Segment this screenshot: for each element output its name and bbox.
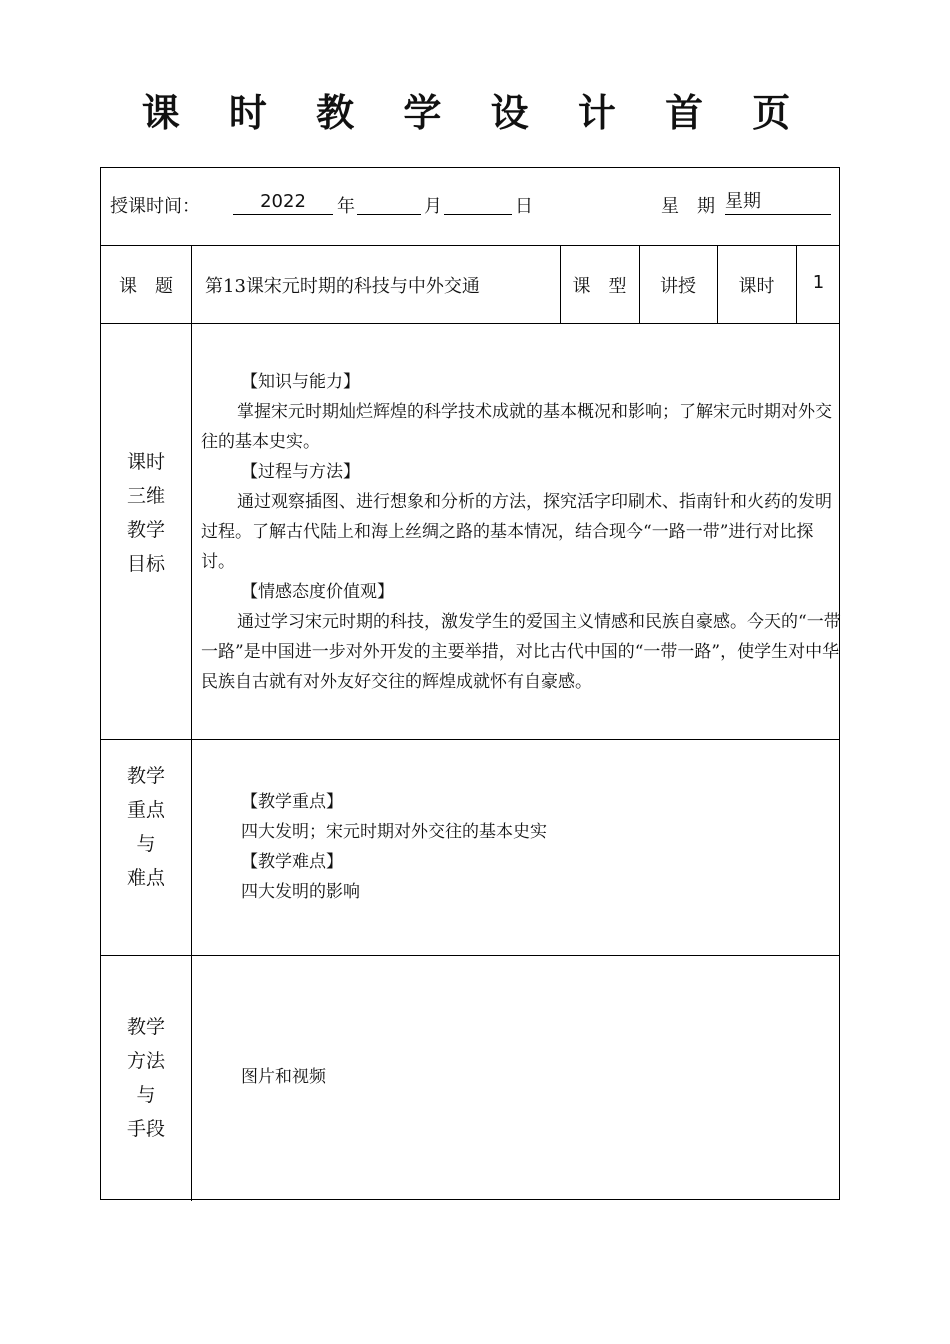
day-field[interactable] <box>444 190 512 215</box>
difficulty-text: 四大发明的影响 <box>241 882 360 902</box>
teaching-time-label: 授课时间： <box>110 196 200 217</box>
key-text: 四大发明；宋元时期对外交往的基本史实 <box>241 822 547 842</box>
row-divider <box>101 323 839 324</box>
objectives-label <box>101 445 191 581</box>
topic-label: 课 题 <box>119 276 173 297</box>
emotion-heading: 【情感态度价值观】 <box>241 582 394 602</box>
process-heading: 【过程与方法】 <box>241 462 360 482</box>
methods-label <box>101 1010 191 1146</box>
objectives-label-line: 教学 <box>126 519 165 541</box>
knowledge-heading: 【知识与能力】 <box>241 372 360 392</box>
weekday-label: 星 期 <box>661 196 715 217</box>
objectives-label-line: 三维 <box>126 485 165 507</box>
emotion-text: 通过学习宋元时期的科技，激发学生的爱国主义情感和民族自豪感。今天的“一带一路”是中国进一步对外开发的主要举措，对比古代中国的“一带一路”，使学生对中华民族自古就有对外友好交往的辉煌成就怀有自豪感。 <box>201 612 841 692</box>
page-title: 课 时 教 学 设 计 首 页 <box>141 91 809 135</box>
month-unit: 月 <box>424 196 442 217</box>
key-heading: 【教学重点】 <box>241 792 343 812</box>
objectives-label-line: 课时 <box>126 451 165 473</box>
difficulty-heading: 【教学难点】 <box>241 852 343 872</box>
class-hours-value: 1 <box>812 272 825 293</box>
methods-label-line: 与 <box>136 1084 156 1106</box>
month-field[interactable] <box>357 190 421 215</box>
key-points-label-line: 难点 <box>126 867 165 889</box>
methods-label-line: 教学 <box>126 1016 165 1038</box>
methods-content <box>201 1062 841 1092</box>
year-field[interactable]: 2022 <box>233 190 333 215</box>
row-divider <box>101 955 839 956</box>
label-column-divider <box>191 245 192 1201</box>
class-hours-label: 课时 <box>738 276 775 297</box>
methods-label-line: 方法 <box>126 1050 165 1072</box>
methods-text: 图片和视频 <box>241 1067 326 1087</box>
objectives-label-line: 目标 <box>126 553 165 575</box>
lesson-design-form <box>100 167 840 1200</box>
methods-label-line: 手段 <box>126 1118 165 1140</box>
row-divider <box>101 739 839 740</box>
key-points-label-line: 教学 <box>126 765 165 787</box>
process-text: 通过观察插图、进行想象和分析的方法，探究活字印刷术、指南针和火药的发明过程。了解古代陆上和海上丝绸之路的基本情况，结合现今“一路一带”进行对比探讨。 <box>201 492 832 572</box>
key-points-label-line: 与 <box>136 833 156 855</box>
lesson-type-label: 课 型 <box>572 276 627 297</box>
topic-value: 第13课宋元时期的科技与中外交通 <box>205 276 480 297</box>
key-points-content <box>201 787 841 907</box>
year-unit: 年 <box>337 196 355 217</box>
key-points-label-line: 重点 <box>126 799 165 821</box>
objectives-content <box>201 367 841 697</box>
lesson-type-value: 讲授 <box>660 276 696 297</box>
knowledge-text: 掌握宋元时期灿烂辉煌的科学技术成就的基本概况和影响；了解宋元时期对外交往的基本史实。 <box>201 402 832 452</box>
key-points-label <box>101 759 191 895</box>
day-unit: 日 <box>515 196 533 217</box>
row-divider <box>101 245 839 246</box>
weekday-field[interactable]: 星期 <box>725 190 831 215</box>
